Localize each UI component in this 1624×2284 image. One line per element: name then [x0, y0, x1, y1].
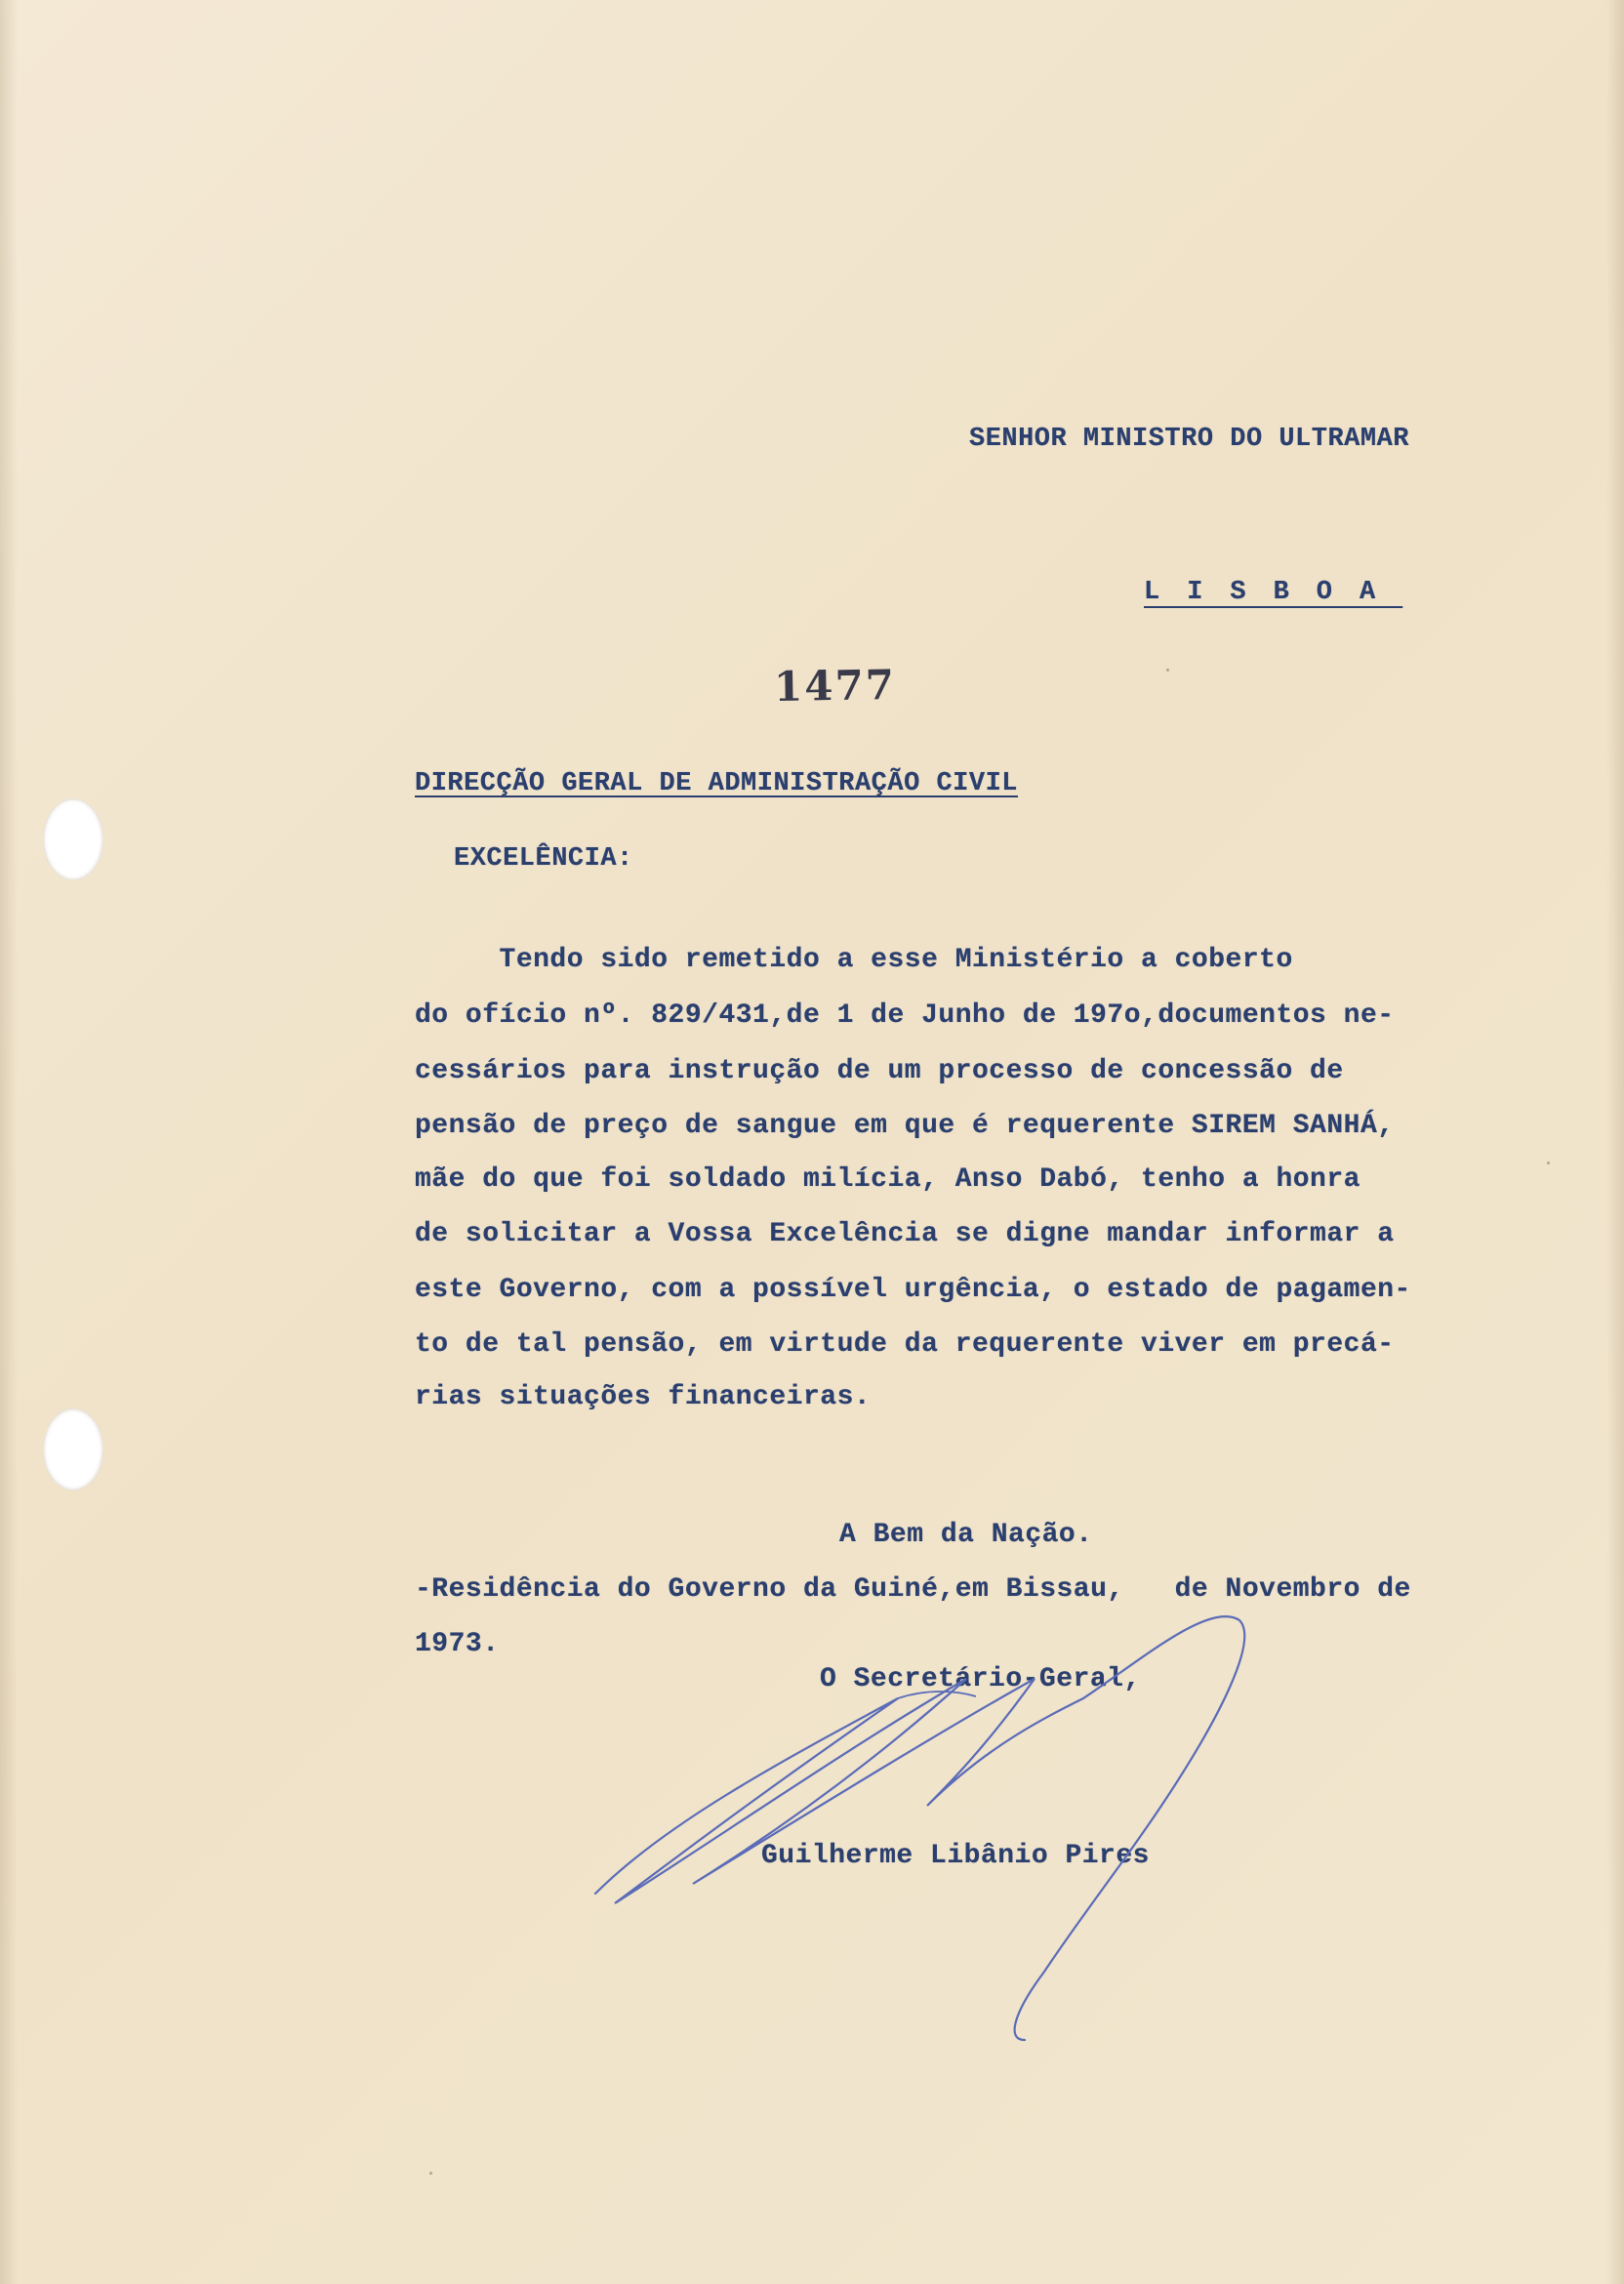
body-line: de solicitar a Vossa Excelência se digne mandar informar a [415, 1219, 1395, 1249]
handwritten-signature [576, 1581, 1279, 2089]
addressee: SENHOR MINISTRO DO ULTRAMAR [969, 425, 1409, 454]
signatory-title: O Secretário-Geral, [820, 1664, 1141, 1694]
body-line: mãe do que foi soldado milícia, Anso Dabó, tenho a honra [415, 1164, 1360, 1195]
right-edge-shadow [1606, 0, 1624, 2284]
salutation: EXCELÊNCIA: [454, 844, 633, 874]
body-line: rias situações financeiras. [415, 1382, 872, 1412]
body-line: to de tal pensão, em virtude da requerente viver em precá- [415, 1329, 1395, 1360]
punch-hole-bottom [43, 1408, 103, 1490]
paper-speck [1547, 1162, 1550, 1164]
closing-motto: A Bem da Nação. [839, 1520, 1093, 1550]
punch-hole-top [43, 798, 103, 880]
signatory-name: Guilherme Libânio Pires [761, 1841, 1150, 1871]
closing-place-date: -Residência do Governo da Guiné,em Bissau, de Novembro de [415, 1574, 1411, 1605]
body-line: do ofício nº. 829/431,de 1 de Junho de 197o,documentos ne- [415, 1000, 1395, 1031]
body-line: Tendo sido remetido a esse Ministério a coberto [415, 945, 1293, 975]
body-line: pensão de preço de sangue em que é requerente SIREM SANHÁ, [415, 1111, 1395, 1141]
city: LISBOA [1144, 578, 1403, 607]
body-line: cessários para instrução de um processo de concessão de [415, 1056, 1344, 1086]
reference-number: 1477 [773, 660, 897, 712]
body-line: este Governo, com a possível urgência, o estado de pagamen- [415, 1275, 1411, 1305]
paper-speck [1166, 669, 1169, 672]
left-edge-shadow [0, 0, 18, 2284]
paper-speck [429, 2172, 432, 2175]
department-heading: DIRECÇÃO GERAL DE ADMINISTRAÇÃO CIVIL [415, 769, 1018, 798]
closing-year: 1973. [415, 1629, 500, 1659]
